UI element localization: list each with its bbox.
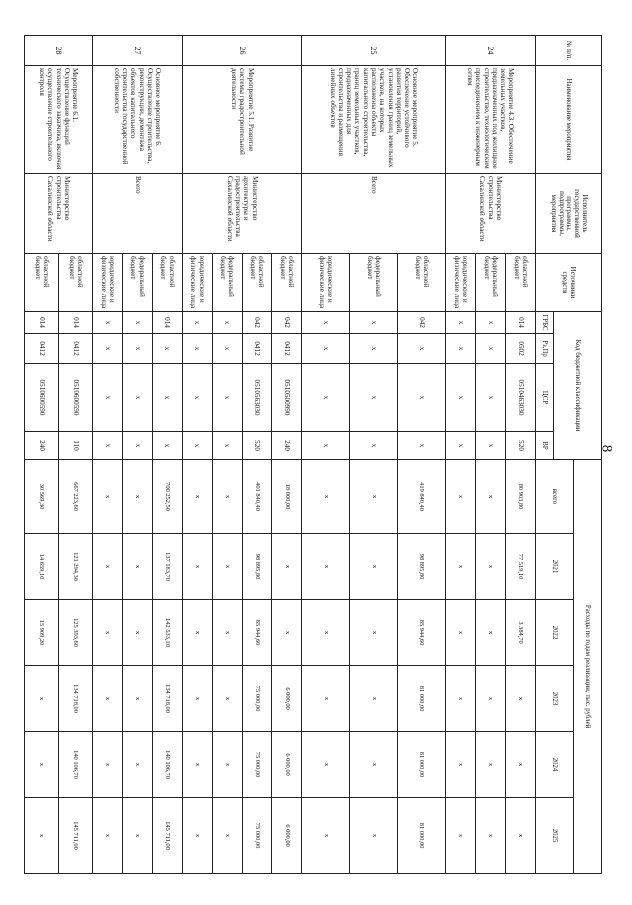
cell-y2021: 98 895,80 xyxy=(398,534,446,600)
cell-grbs: 014 xyxy=(59,312,93,334)
cell-y2023: 134 718,00 xyxy=(59,666,93,732)
cell-y2024: 6 000,00 xyxy=(272,732,302,798)
cell-y2021: х xyxy=(212,534,242,600)
cell-total: х xyxy=(182,460,212,534)
event-name: Мероприятие 6.1. Осуществление функций технического заказчика, включая осуществление строительного контроля xyxy=(25,66,93,174)
cell-y2025: х xyxy=(182,798,212,874)
cell-grbs: 014 xyxy=(152,312,182,334)
cell-y2025: х xyxy=(506,798,536,874)
table-row xyxy=(506,36,536,874)
cell-grbs: х xyxy=(212,312,242,334)
header-budget-code: Код бюджетной классификации xyxy=(554,312,602,460)
cell-rzpr: х xyxy=(152,334,182,364)
cell-y2022: 85 944,60 xyxy=(398,600,446,666)
header-num: № п/п. xyxy=(536,36,602,66)
cell-vr: 240 xyxy=(272,432,302,460)
cell-csr: х xyxy=(446,364,476,432)
cell-y2022: 3 384,70 xyxy=(506,600,536,666)
cell-grbs: х xyxy=(93,312,123,334)
cell-total: 401 840,40 xyxy=(242,460,272,534)
header-vr: ВР xyxy=(536,432,554,460)
cell-y2023: х xyxy=(350,666,398,732)
cell-y2024: х xyxy=(182,732,212,798)
cell-csr: 0510563030 xyxy=(242,364,272,432)
cell-y2023: х xyxy=(476,666,506,732)
cell-vr: 520 xyxy=(242,432,272,460)
funding-source: областной бюджет xyxy=(398,254,446,312)
cell-y2023: 134 718,00 xyxy=(152,666,182,732)
budget-table xyxy=(24,35,602,874)
cell-y2022: х xyxy=(93,600,123,666)
cell-grbs: 042 xyxy=(272,312,302,334)
row-number: 27 xyxy=(93,36,183,66)
cell-y2025: х xyxy=(476,798,506,874)
cell-y2024: х xyxy=(350,732,398,798)
executor: Министерство строительства Сахалинской области xyxy=(25,174,93,254)
cell-total: х xyxy=(476,460,506,534)
cell-grbs: х xyxy=(446,312,476,334)
cell-rzpr: х xyxy=(93,334,123,364)
cell-grbs: х xyxy=(302,312,350,334)
cell-total: 18 000,00 xyxy=(272,460,302,534)
cell-rzpr: х xyxy=(182,334,212,364)
cell-y2023: х xyxy=(446,666,476,732)
cell-rzpr: х xyxy=(446,334,476,364)
cell-y2025: х xyxy=(93,798,123,874)
cell-csr: х xyxy=(93,364,123,432)
cell-total: х xyxy=(212,460,242,534)
row-number: 28 xyxy=(25,36,93,66)
header-2023: 2023 xyxy=(536,666,574,732)
page-number: 8 xyxy=(598,444,615,453)
cell-y2021: 98 895,80 xyxy=(242,534,272,600)
funding-source: областной бюджет xyxy=(242,254,272,312)
cell-y2021: х xyxy=(476,534,506,600)
cell-total: 30 569,30 xyxy=(25,460,59,534)
cell-csr: 0510600590 xyxy=(25,364,59,432)
cell-y2021: х xyxy=(350,534,398,600)
cell-y2023: х xyxy=(302,666,350,732)
executor: Всего xyxy=(93,174,183,254)
cell-y2022: х xyxy=(182,600,212,666)
funding-source: федеральный бюджет xyxy=(122,254,152,312)
cell-y2022: 15 909,20 xyxy=(25,600,59,666)
cell-y2025: 145 711,00 xyxy=(59,798,93,874)
cell-rzpr: 0502 xyxy=(506,334,536,364)
event-name: Мероприятие 4.3. Обеспечение земельных участков, предназначенных под жилищное строительство, технологическим присоединением к инженерным сетям xyxy=(446,66,536,174)
cell-rzpr: х xyxy=(122,334,152,364)
funding-source: областной бюджет xyxy=(59,254,93,312)
funding-source: областной бюджет xyxy=(272,254,302,312)
cell-y2025: х xyxy=(122,798,152,874)
cell-y2024: х xyxy=(446,732,476,798)
cell-total: 700 252,50 xyxy=(152,460,182,534)
cell-csr: х xyxy=(350,364,398,432)
cell-total: х xyxy=(350,460,398,534)
row-number: 24 xyxy=(446,36,536,66)
funding-source: федеральный бюджет xyxy=(350,254,398,312)
header-grbs: ГРБС xyxy=(536,312,554,334)
cell-y2022: 85 944,60 xyxy=(242,600,272,666)
cell-rzpr: х xyxy=(212,334,242,364)
cell-csr: х xyxy=(398,364,446,432)
cell-y2022: х xyxy=(476,600,506,666)
cell-y2021: х xyxy=(122,534,152,600)
cell-y2023: х xyxy=(506,666,536,732)
cell-y2021: х xyxy=(93,534,123,600)
funding-source: юридические и физические лица xyxy=(446,254,476,312)
header-executor: Исполнитель государственной программы, подпрограммы, мероприятия xyxy=(536,174,602,254)
cell-vr: х xyxy=(152,432,182,460)
cell-vr: х xyxy=(350,432,398,460)
header-csr: ЦСР xyxy=(536,364,554,432)
cell-y2024: х xyxy=(506,732,536,798)
cell-csr: 0510600590 xyxy=(59,364,93,432)
cell-y2024: х xyxy=(212,732,242,798)
cell-vr: х xyxy=(182,432,212,460)
cell-grbs: х xyxy=(182,312,212,334)
cell-y2022: х xyxy=(272,600,302,666)
cell-y2024: х xyxy=(93,732,123,798)
table-row xyxy=(152,36,182,874)
cell-vr: 240 xyxy=(25,432,59,460)
funding-source: областной бюджет xyxy=(152,254,182,312)
cell-rzpr: х xyxy=(476,334,506,364)
cell-csr: 0510463030 xyxy=(506,364,536,432)
cell-grbs: 042 xyxy=(242,312,272,334)
funding-source: юридические и физические лица xyxy=(93,254,123,312)
cell-y2021: х xyxy=(302,534,350,600)
cell-rzpr: 0412 xyxy=(272,334,302,364)
cell-csr: х xyxy=(476,364,506,432)
cell-y2024: 81 000,00 xyxy=(398,732,446,798)
cell-y2025: х xyxy=(25,798,59,874)
event-name: Основное мероприятие 5. Обеспечение устойчивого развития территорий, установления границ земельных участков, на которых расположены объекты капитального строительства, границ земельных участков, предназначенных для строительства и размещения линейных объектов xyxy=(302,66,446,174)
cell-y2025: х xyxy=(446,798,476,874)
cell-y2022: х xyxy=(302,600,350,666)
cell-y2023: 81 000,00 xyxy=(398,666,446,732)
cell-csr: 0510500990 xyxy=(272,364,302,432)
cell-vr: х xyxy=(302,432,350,460)
cell-y2025: 6 000,00 xyxy=(272,798,302,874)
cell-total: 419 840,40 xyxy=(398,460,446,534)
funding-source: областной бюджет xyxy=(506,254,536,312)
header-2021: 2021 xyxy=(536,534,574,600)
cell-y2023: х xyxy=(212,666,242,732)
cell-y2025: х xyxy=(302,798,350,874)
cell-y2021: 121 294,30 xyxy=(59,534,93,600)
cell-total: 667 223,60 xyxy=(59,460,93,534)
cell-y2022: 142 533,10 xyxy=(152,600,182,666)
executor: Всего xyxy=(302,174,446,254)
event-name: Мероприятие 5.1. Развитие системы градостроительной деятельности xyxy=(182,66,302,174)
event-name: Основное мероприятие 6. Осуществление строительства, реконструкции, демонтажа объектов капитального строительства государственной собственности xyxy=(93,66,183,174)
header-rzpr: Рз,Пр xyxy=(536,334,554,364)
cell-y2024: х xyxy=(476,732,506,798)
cell-rzpr: х xyxy=(398,334,446,364)
cell-vr: х xyxy=(398,432,446,460)
rotated-page xyxy=(24,35,602,873)
cell-total: х xyxy=(446,460,476,534)
cell-csr: х xyxy=(122,364,152,432)
cell-vr: х xyxy=(446,432,476,460)
cell-y2021: 77 519,10 xyxy=(506,534,536,600)
cell-rzpr: 0412 xyxy=(59,334,93,364)
cell-y2024: х xyxy=(25,732,59,798)
cell-y2024: 140 106,70 xyxy=(152,732,182,798)
cell-csr: х xyxy=(212,364,242,432)
cell-y2022: х xyxy=(212,600,242,666)
cell-total: х xyxy=(302,460,350,534)
cell-grbs: 014 xyxy=(506,312,536,334)
header-2022: 2022 xyxy=(536,600,574,666)
executor: Министерство строительства Сахалинской области xyxy=(446,174,536,254)
cell-total: 80 903,80 xyxy=(506,460,536,534)
cell-total: х xyxy=(93,460,123,534)
table-row xyxy=(272,36,302,874)
cell-vr: х xyxy=(212,432,242,460)
cell-vr: х xyxy=(122,432,152,460)
cell-rzpr: 0412 xyxy=(242,334,272,364)
cell-grbs: 042 xyxy=(398,312,446,334)
cell-y2023: х xyxy=(182,666,212,732)
executor: Министерство архитектуры и градостроительства Сахалинской области xyxy=(182,174,302,254)
cell-y2025: 81 000,00 xyxy=(398,798,446,874)
cell-y2025: х xyxy=(350,798,398,874)
cell-grbs: х xyxy=(476,312,506,334)
cell-csr: х xyxy=(182,364,212,432)
table-row xyxy=(59,36,93,874)
cell-vr: 520 xyxy=(506,432,536,460)
cell-y2025: х xyxy=(212,798,242,874)
cell-grbs: х xyxy=(122,312,152,334)
table-body xyxy=(25,36,536,874)
cell-y2021: х xyxy=(182,534,212,600)
cell-csr: х xyxy=(302,364,350,432)
cell-y2022: х xyxy=(350,600,398,666)
funding-source: федеральный бюджет xyxy=(212,254,242,312)
cell-y2023: х xyxy=(122,666,152,732)
cell-csr: х xyxy=(152,364,182,432)
cell-y2024: 140 106,70 xyxy=(59,732,93,798)
funding-source: федеральный бюджет xyxy=(476,254,506,312)
cell-rzpr: х xyxy=(350,334,398,364)
cell-y2022: х xyxy=(446,600,476,666)
cell-y2021: х xyxy=(446,534,476,600)
cell-y2023: 6 000,00 xyxy=(272,666,302,732)
funding-source: юридические и физические лица xyxy=(182,254,212,312)
table-row xyxy=(398,36,446,874)
cell-rzpr: х xyxy=(302,334,350,364)
cell-y2023: х xyxy=(93,666,123,732)
cell-rzpr: 0412 xyxy=(25,334,59,364)
cell-y2024: х xyxy=(122,732,152,798)
cell-y2025: 75 000,00 xyxy=(242,798,272,874)
cell-y2022: х xyxy=(122,600,152,666)
cell-grbs: х xyxy=(350,312,398,334)
cell-y2023: 75 000,00 xyxy=(242,666,272,732)
cell-vr: х xyxy=(93,432,123,460)
cell-y2021: 137 183,70 xyxy=(152,534,182,600)
cell-y2025: 145 711,00 xyxy=(152,798,182,874)
header-source: Источники средств xyxy=(536,254,602,312)
cell-total: х xyxy=(122,460,152,534)
header-name: Наименование мероприятия xyxy=(536,66,602,174)
cell-vr: 110 xyxy=(59,432,93,460)
cell-y2024: х xyxy=(302,732,350,798)
cell-y2023: х xyxy=(25,666,59,732)
header-2024: 2024 xyxy=(536,732,574,798)
header-expenses: Расходы по годам реализации, тыс. рублей xyxy=(574,460,602,874)
cell-y2021: 14 659,10 xyxy=(25,534,59,600)
header-2025: 2025 xyxy=(536,798,574,874)
row-number: 26 xyxy=(182,36,302,66)
funding-source: юридические и физические лица xyxy=(302,254,350,312)
header-total: всего xyxy=(536,460,574,534)
cell-grbs: 014 xyxy=(25,312,59,334)
row-number: 25 xyxy=(302,36,446,66)
cell-y2022: 125 393,60 xyxy=(59,600,93,666)
cell-y2021: х xyxy=(272,534,302,600)
cell-y2024: 75 000,00 xyxy=(242,732,272,798)
cell-vr: х xyxy=(476,432,506,460)
funding-source: областной бюджет xyxy=(25,254,59,312)
